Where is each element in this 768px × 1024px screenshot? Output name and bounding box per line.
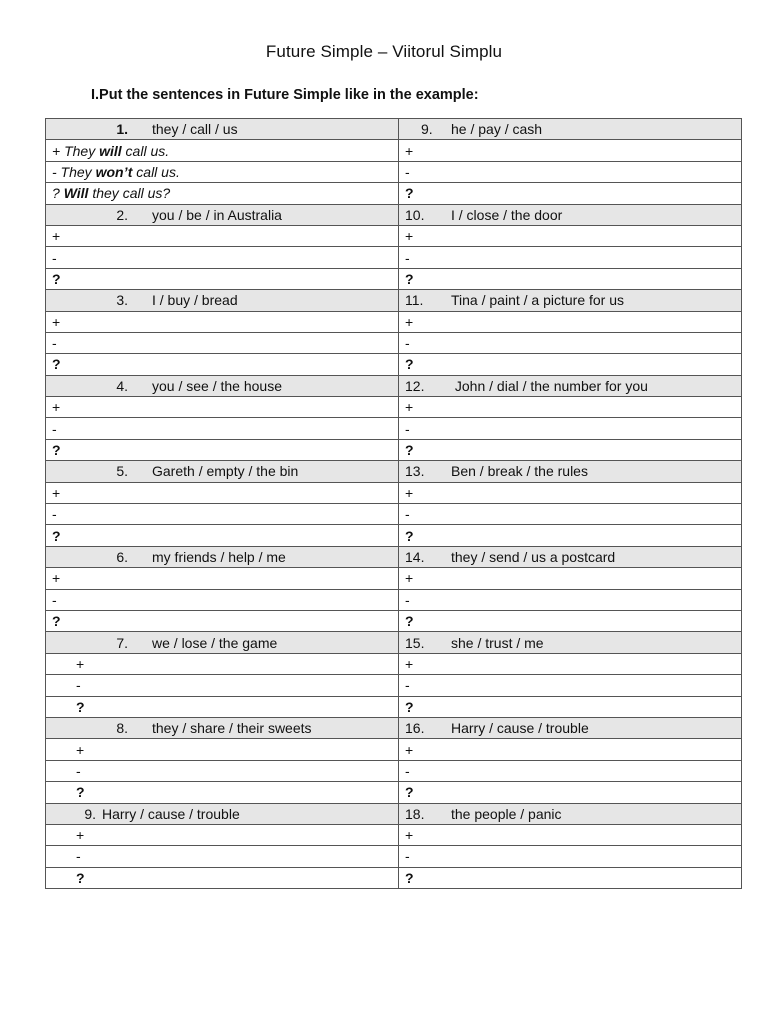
answer-cell-left[interactable] [46,354,399,375]
answer-cell-right[interactable] [399,161,742,182]
exercise-number: 3. [116,292,128,309]
answer-cell-right[interactable] [399,782,742,803]
exercise-prompt: Ben / break / the rules [451,463,588,480]
answer-cell-right[interactable] [399,589,742,610]
affirmative-mark: + [76,741,85,758]
answer-cell-left[interactable] [46,311,399,332]
answer-cell-left[interactable] [46,225,399,246]
exercise-number: 18. [405,805,425,822]
interrogative-mark: ? [52,613,61,630]
answer-row-negative [46,675,742,696]
answer-cell-right[interactable] [399,824,742,845]
answer-cell-right[interactable] [399,268,742,289]
exercise-header-row [46,632,742,653]
example-text: call us. [121,142,170,159]
affirmative-mark: + [405,142,414,159]
answer-cell-left[interactable] [46,140,399,161]
answer-cell-left[interactable] [46,183,399,204]
answer-cell-right[interactable] [399,504,742,525]
affirmative-mark: + [405,399,414,416]
exercise-header-row [46,461,742,482]
exercise-number: 16. [405,720,425,737]
answer-cell-right[interactable] [399,568,742,589]
answer-row-affirmative [46,568,742,589]
exercise-prompt: I / close / the door [451,206,563,223]
negative-mark: - [76,848,81,865]
exercise-prompt-right [399,717,742,738]
interrogative-mark: ? [76,698,85,715]
exercise-prompt: my friends / help / me [152,549,286,565]
affirmative-mark: + [405,228,414,245]
interrogative-mark: ? [405,356,414,373]
answer-cell-right[interactable] [399,867,742,888]
answer-cell-right[interactable] [399,846,742,867]
negative-mark: - [52,420,57,437]
affirmative-mark: + [52,313,61,330]
interrogative-mark: ? [405,613,414,630]
negative-mark: - [405,762,410,779]
answer-row-interrogative [46,610,742,631]
page-title: Future Simple – Viitorul Simplu [265,42,503,61]
answer-row-affirmative [46,311,742,332]
answer-cell-left[interactable] [46,568,399,589]
affirmative-mark: + [52,570,61,587]
exercise-number: 13. [405,463,425,480]
answer-cell-left[interactable] [46,504,399,525]
exercise-number: 12. [405,377,425,394]
exercise-prompt-right [399,290,742,311]
answer-cell-right[interactable] [399,739,742,760]
exercise-header-row [46,290,742,311]
exercise-number: 8. [116,720,128,737]
example-text: + They [52,142,100,159]
negative-mark: - [405,677,410,694]
example-verb: won’t [95,163,133,180]
answer-row-affirmative [46,225,742,246]
exercise-prompt: they / share / their sweets [152,720,312,737]
negative-mark: - [52,335,57,352]
answer-row-affirmative [46,140,742,161]
answer-cell-right[interactable] [399,418,742,439]
exercise-number: 4. [116,377,128,394]
answer-cell-left[interactable] [46,332,399,353]
answer-row-negative [46,846,742,867]
exercise-prompt-left [46,803,399,824]
answer-cell-left[interactable] [46,439,399,460]
exercise-number: 15. [405,634,425,651]
negative-mark: - [52,591,57,608]
interrogative-mark: ? [52,527,61,544]
exercise-prompt-right [399,375,742,396]
answer-row-negative [46,589,742,610]
exercise-number: 5. [116,463,128,480]
exercise-prompt: I / buy / bread [152,292,238,309]
affirmative-mark: + [405,484,414,501]
exercise-number: 6. [116,549,128,565]
exercise-prompt: they / call / us [152,121,238,138]
interrogative-mark: ? [405,784,414,801]
answer-row-negative [46,504,742,525]
exercise-prompt-left [46,717,399,738]
affirmative-mark: + [405,570,414,587]
exercise-prompt-left [46,119,399,140]
answer-cell-left[interactable] [46,739,399,760]
answer-cell-right[interactable] [399,525,742,546]
answer-cell-left[interactable] [46,675,399,696]
exercise-prompt: we / lose / the game [152,634,278,651]
example-verb: will [99,142,122,159]
exercise-prompt-right [399,803,742,824]
exercise-prompt: you / be / in Australia [152,206,282,223]
answer-cell-right[interactable] [399,140,742,161]
answer-row-interrogative [46,782,742,803]
exercise-prompt-right [399,632,742,653]
negative-mark: - [405,848,410,865]
exercise-header-row [46,803,742,824]
affirmative-mark: + [52,399,61,416]
exercise-prompt-right [399,204,742,225]
negative-mark: - [52,506,57,523]
negative-mark: - [405,591,410,608]
answer-row-interrogative [46,183,742,204]
answer-row-interrogative [46,439,742,460]
interrogative-mark: ? [405,869,414,886]
answer-row-negative [46,332,742,353]
interrogative-mark: ? [405,442,414,459]
exercise-prompt: she / trust / me [451,634,544,651]
negative-mark: - [405,420,410,437]
answer-cell-right[interactable] [399,225,742,246]
negative-mark: - [405,163,410,180]
answer-row-interrogative [46,525,742,546]
exercise-prompt: the people / panic [451,805,562,822]
exercise-number: 1. [116,121,128,138]
answer-cell-left[interactable] [46,418,399,439]
answer-cell-left[interactable] [46,397,399,418]
example-text: they call us? [88,185,171,202]
answer-cell-right[interactable] [399,760,742,781]
answer-cell-right[interactable] [399,653,742,674]
answer-row-interrogative [46,696,742,717]
answer-row-affirmative [46,653,742,674]
answer-cell-right[interactable] [399,610,742,631]
affirmative-mark: + [76,655,85,672]
example-verb: Will [63,185,89,202]
exercise-number: 9. [84,805,96,822]
exercise-prompt-left [46,632,399,653]
negative-mark: - [405,249,410,266]
negative-mark: - [76,762,81,779]
exercise-table [45,118,742,889]
affirmative-mark: + [405,655,414,672]
answer-cell-left[interactable] [46,696,399,717]
exercise-prompt: Tina / paint / a picture for us [451,292,625,309]
negative-mark: - [405,335,410,352]
answer-cell-left[interactable] [46,846,399,867]
exercise-number: 11. [405,292,424,309]
exercise-number: 14. [405,549,425,565]
interrogative-mark: ? [405,527,414,544]
answer-cell-left[interactable] [46,268,399,289]
answer-cell-right[interactable] [399,397,742,418]
affirmative-mark: + [405,827,414,844]
answer-cell-right[interactable] [399,482,742,503]
answer-cell-left[interactable] [46,824,399,845]
answer-cell-right[interactable] [399,675,742,696]
exercise-prompt: Harry / cause / trouble [102,805,240,822]
affirmative-mark: + [405,313,414,330]
answer-row-affirmative [46,397,742,418]
answer-row-negative [46,161,742,182]
answer-row-interrogative [46,354,742,375]
exercise-prompt-right [399,119,742,140]
negative-mark: - [52,249,57,266]
negative-mark: - [76,677,81,694]
interrogative-mark: ? [52,356,61,373]
answer-row-negative [46,418,742,439]
answer-cell-left[interactable] [46,610,399,631]
exercise-prompt-left [46,461,399,482]
answer-row-interrogative [46,867,742,888]
answer-cell-right[interactable] [399,332,742,353]
answer-row-interrogative [46,268,742,289]
exercise-number: 7. [116,634,128,651]
exercise-prompt-left [46,204,399,225]
answer-cell-left[interactable] [46,589,399,610]
interrogative-mark: ? [405,270,414,287]
answer-cell-left[interactable] [46,482,399,503]
exercise-header-row [46,204,742,225]
answer-cell-left[interactable] [46,247,399,268]
answer-cell-right[interactable] [399,696,742,717]
affirmative-mark: + [52,484,61,501]
affirmative-mark: + [52,228,61,245]
example-text: call us. [132,163,180,180]
interrogative-mark: ? [76,869,85,886]
answer-row-negative [46,247,742,268]
exercise-prompt: you / see / the house [152,377,282,394]
exercise-header-row [46,119,742,140]
interrogative-mark: ? [405,185,414,202]
exercise-number: 2. [116,206,128,223]
interrogative-mark: ? [405,698,414,715]
interrogative-mark: ? [52,442,61,459]
interrogative-mark: ? [52,270,61,287]
answer-row-affirmative [46,824,742,845]
instruction: I.Put the sentences in Future Simple like in the example: [91,87,479,103]
exercise-number: 10. [405,206,425,223]
exercise-prompt-right [399,461,742,482]
exercise-prompt: Gareth / empty / the bin [152,463,299,480]
answer-row-affirmative [46,482,742,503]
exercise-prompt: he / pay / cash [451,121,543,138]
answer-cell-right[interactable] [399,183,742,204]
exercise-number: 9. [421,121,433,138]
exercise-header-row [46,375,742,396]
exercise-prompt: they / send / us a postcard [451,549,616,565]
answer-cell-right[interactable] [399,311,742,332]
negative-mark: - [405,506,410,523]
answer-cell-left[interactable] [46,161,399,182]
answer-cell-left[interactable] [46,782,399,803]
answer-cell-left[interactable] [46,760,399,781]
answer-row-affirmative [46,739,742,760]
answer-cell-right[interactable] [399,354,742,375]
exercise-prompt-left [46,290,399,311]
exercise-prompt: Harry / cause / trouble [451,720,589,737]
interrogative-mark: ? [76,784,85,801]
exercise-prompt-right [399,546,742,567]
example-text: - They [52,163,96,180]
answer-cell-left[interactable] [46,653,399,674]
answer-cell-left[interactable] [46,867,399,888]
answer-cell-right[interactable] [399,247,742,268]
exercise-prompt-left [46,375,399,396]
answer-cell-left[interactable] [46,525,399,546]
exercise-header-row [46,546,742,567]
affirmative-mark: + [76,827,85,844]
answer-cell-right[interactable] [399,439,742,460]
exercise-prompt-left [46,546,399,567]
affirmative-mark: + [405,741,414,758]
exercise-header-row [46,717,742,738]
answer-row-negative [46,760,742,781]
exercise-prompt: John / dial / the number for you [451,377,648,394]
example-text: ? [52,185,64,202]
